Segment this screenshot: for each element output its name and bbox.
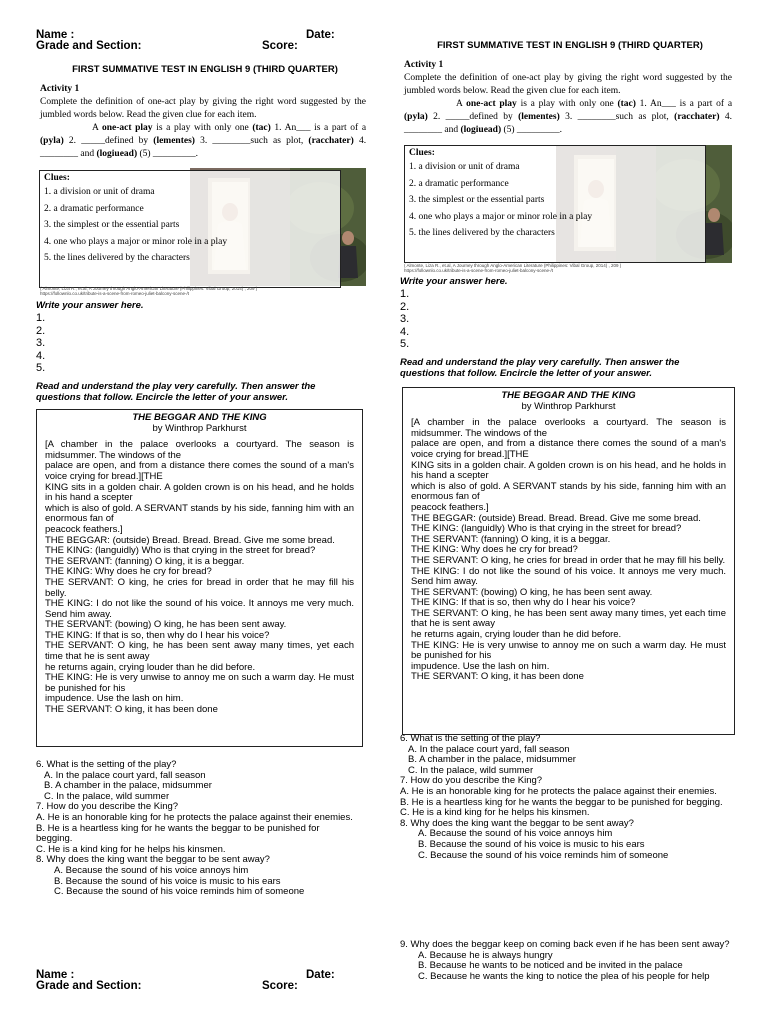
clues-box [39, 170, 341, 288]
clues-box-right [404, 145, 706, 263]
clue-item: 5. the lines delivered by the characters [44, 253, 190, 263]
activity-definition: A one-act play is a play with only one (tac) 1. An___ is a part of a (pyla) 2. _____defined by (lementes) 3. ________such as plot, (racchater) 4. ________ and (logiuead) (5) _________. [40, 123, 367, 159]
choice[interactable]: B. He is a heartless king for he wants the beggar to be punished for begging. [400, 796, 723, 808]
answer-number: 5. [400, 338, 410, 350]
choice[interactable]: C. He is a kind king for he helps his kinsmen. [36, 843, 226, 855]
answer-number: 1. [36, 312, 46, 324]
activity-definition: A one-act play is a play with only one (tac) 1. An___ is a part of a (pyla) 2. _____defined by (lementes) 3. ________such as plot, (racchater) 4. ________ and (logiuead) (5) _________. [404, 99, 733, 135]
footer-date-label: Date: [306, 969, 335, 981]
clue-item: 1. a division or unit of drama [44, 187, 155, 197]
choice[interactable]: A. He is an honorable king for he protects the palace against their enemies. [36, 811, 353, 823]
image-caption: ( Almonte, Liza R., et.al, A Journey through Anglo-American Literature (Philippines: Vibal Group, 2014) , 209 ) https://follownlo.co.uk/tribute-is-a-scene-from-romeo-juliet-balcony-scene-/t [40, 286, 258, 296]
choice[interactable]: B. Because the sound of his voice is music to his ears [418, 838, 645, 850]
play-author: by Winthrop Parkhurst [521, 400, 616, 412]
answer-number: 5. [36, 362, 46, 374]
play-text [411, 418, 726, 683]
test-title-right: FIRST SUMMATIVE TEST IN ENGLISH 9 (THIRD QUARTER) [437, 40, 703, 51]
choice[interactable]: A. He is an honorable king for he protects the palace against their enemies. [400, 785, 717, 797]
date-label: Date: [306, 29, 335, 41]
test-title: FIRST SUMMATIVE TEST IN ENGLISH 9 (THIRD QUARTER) [72, 64, 338, 75]
activity-instruction: Complete the definition of one-act play by giving the right word suggested by the jumbled words below. Read the given clue for each item. [40, 97, 366, 120]
clue-item: 2. a dramatic performance [409, 178, 509, 189]
play-line: peacock feathers.] [45, 523, 123, 535]
play-line: he returns again, crying louder than he did before. [411, 629, 622, 641]
choice[interactable]: C. In the palace, wild summer [408, 764, 534, 776]
play-line: THE KING: He is very unwise to annoy me on such a warm day. He must be punished for his [411, 639, 726, 662]
play-line: THE SERVANT: O king, he cries for bread in order that he may fill his belly. [45, 576, 354, 599]
choice[interactable]: B. He is a heartless king for he wants the beggar to be punished for begging. [36, 822, 320, 845]
choice[interactable]: A. In the palace court yard, fall season [44, 769, 206, 781]
play-line: THE KING: I do not like the sound of his voice. It annoys me very much. Send him away. [45, 598, 354, 620]
score-label: Score: [262, 40, 298, 52]
question: 9. Why does the beggar keep on coming back even if he has been sent away? [400, 939, 730, 950]
choice[interactable]: C. In the palace, wild summer [44, 790, 170, 802]
clue-item: 5. the lines delivered by the characters [409, 228, 555, 238]
name-label: Name : [36, 29, 75, 41]
answer-number: 2. [36, 324, 46, 337]
clue-item: 3. the simplest or the essential parts [44, 220, 180, 230]
choice[interactable]: A. Because the sound of his voice annoys him [54, 864, 249, 876]
play-line: THE SERVANT: (fanning) O king, it is a beggar. [411, 533, 611, 545]
play-line: THE KING: If that is so, then why do I hear his voice? [411, 597, 636, 609]
play-line: THE SERVANT: O king, he cries for bread in order that he may fill his belly. [411, 554, 726, 566]
clue-item: 3. the simplest or the essential parts [409, 195, 545, 205]
play-line: THE SERVANT: O king, it has been done [45, 704, 218, 716]
choice[interactable]: A. Because the sound of his voice annoys him [418, 828, 613, 840]
activity-block-right [404, 59, 732, 137]
play-line: impudence. Use the lash on him. [45, 693, 184, 705]
choice[interactable]: B. A chamber in the palace, midsummer [44, 780, 212, 792]
answer-lines [36, 312, 45, 375]
choice[interactable]: C. Because he wants the king to notice the plea of his people for help [418, 970, 710, 982]
play-line: THE KING: (languidly) Who is that crying in the street for bread? [45, 545, 316, 557]
question: 6. What is the setting of the play? [36, 759, 177, 770]
play-line: which is also of gold. A SERVANT stands by his side, fanning him with an enormous fan of [411, 480, 726, 503]
play-line: [A chamber in the palace overlooks a courtyard. The season is midsummer. The windows of the [45, 439, 354, 461]
clue-item: 4. one who plays a major or minor role in a play [44, 236, 228, 247]
play-line: THE KING: If that is so, then why do I hear his voice? [45, 629, 270, 641]
answer-number: 4. [400, 325, 410, 338]
question-9-block [400, 940, 740, 982]
clues-title: Clues: [409, 148, 435, 158]
play-box-right [402, 387, 735, 735]
play-line: THE SERVANT: O king, he has been sent away many times, yet each time that he is sent away [45, 640, 354, 663]
question: 7. How do you describe the King? [400, 775, 543, 787]
activity-block [40, 83, 366, 161]
question: 8. Why does the king want the beggar to be sent away? [400, 817, 634, 829]
answer-number: 1. [400, 288, 410, 300]
play-line: THE KING: I do not like the sound of his voice. It annoys me very much. Send him away. [411, 565, 726, 588]
play-line: THE BEGGAR: (outside) Bread. Bread. Bread. Give me some bread. [45, 534, 335, 546]
play-line: THE BEGGAR: (outside) Bread. Bread. Bread. Give me some bread. [411, 512, 701, 524]
question: 7. How do you describe the King? [36, 801, 179, 813]
footer-score-label: Score: [262, 980, 298, 992]
play-line: THE KING: He is very unwise to annoy me on such a warm day. He must be punished for his [45, 672, 354, 694]
play-line: THE KING: (languidly) Who is that crying in the street for bread? [411, 523, 682, 535]
activity-instruction: Complete the definition of one-act play by giving the right word suggested by the jumbled words below. Read the given clue for each item. [404, 73, 732, 96]
play-line: THE SERVANT: (bowing) O king, he has been sent away. [411, 586, 653, 598]
footer-name-label: Name : [36, 969, 75, 981]
clue-item: 1. a division or unit of drama [409, 162, 520, 172]
activity-heading: Activity 1 [40, 84, 80, 94]
play-line: THE KING: Why does he cry for bread? [45, 566, 212, 578]
play-line: KING sits in a golden chair. A golden crown is on his head, and he holds in his hand a scepter [45, 481, 354, 504]
clues-title: Clues: [44, 173, 70, 183]
choice[interactable]: B. Because he wants to be noticed and be invited in the palace [418, 960, 683, 972]
play-line: he returns again, crying louder than he did before. [45, 661, 256, 673]
answer-number: 2. [400, 300, 410, 313]
play-line: THE SERVANT: (fanning) O king, it is a beggar. [45, 555, 245, 567]
answer-lines-right [400, 288, 409, 351]
write-answer-label-right: Write your answer here. [400, 276, 508, 287]
footer-grade-section-label: Grade and Section: [36, 980, 142, 992]
choice[interactable]: A. In the palace court yard, fall season [408, 743, 570, 755]
clue-item: 4. one who plays a major or minor role in a play [409, 211, 593, 222]
write-answer-label: Write your answer here. [36, 300, 144, 311]
grade-section-label: Grade and Section: [36, 40, 142, 52]
questions-block-right [400, 734, 735, 861]
play-text [45, 440, 354, 715]
activity-heading: Activity 1 [404, 60, 444, 70]
play-line: [A chamber in the palace overlooks a courtyard. The season is midsummer. The windows of the [411, 417, 726, 439]
reading-instructions-right: Read and understand the play very carefully. Then answer the questions that follow. Encircle the letter of your answer. [400, 357, 680, 379]
play-box [36, 409, 363, 747]
play-author: by Winthrop Parkhurst [152, 422, 247, 434]
answer-number: 3. [36, 337, 46, 349]
play-line: KING sits in a golden chair. A golden crown is on his head, and he holds in his hand a scepter [411, 459, 726, 482]
play-line: THE SERVANT: O king, it has been done [411, 671, 584, 683]
play-line: palace are open, and from a distance there comes the sound of a man's voice crying for bread.][THE [45, 460, 354, 482]
play-line: THE SERVANT: (bowing) O king, he has been sent away. [45, 619, 287, 631]
choice[interactable]: C. He is a kind king for he helps his kinsmen. [400, 807, 590, 819]
play-line: palace are open, and from a distance there comes the sound of a man's voice crying for bread.][THE [411, 438, 726, 460]
play-line: THE KING: Why does he cry for bread? [411, 544, 578, 556]
question: 6. What is the setting of the play? [400, 733, 541, 744]
questions-block [36, 760, 356, 898]
play-line: THE SERVANT: O king, he has been sent away many times, yet each time that he is sent away [411, 607, 726, 630]
play-line: which is also of gold. A SERVANT stands by his side, fanning him with an enormous fan of [45, 502, 354, 525]
choice[interactable]: C. Because the sound of his voice reminds him of someone [54, 886, 305, 898]
play-title: THE BEGGAR AND THE KING [132, 412, 267, 423]
choice[interactable]: A. Because he is always hungry [418, 949, 553, 961]
answer-number: 3. [400, 313, 410, 325]
choice[interactable]: C. Because the sound of his voice reminds him of someone [418, 849, 669, 861]
choice[interactable]: B. A chamber in the palace, midsummer [408, 754, 576, 766]
play-title: THE BEGGAR AND THE KING [501, 390, 636, 401]
clue-item: 2. a dramatic performance [44, 203, 144, 214]
question: 8. Why does the king want the beggar to be sent away? [36, 854, 270, 866]
image-caption-right: ( Almonte, Liza R., et.al, A Journey through Anglo-American Literature (Philippines: Vibal Group, 2014) , 209 ) https://follownlo.co.uk/tribute-is-a-scene-from-romeo-juliet-balcony-scene-/t [404, 263, 622, 273]
reading-instructions: Read and understand the play very carefully. Then answer the questions that follow. Encircle the letter of your answer. [36, 381, 316, 403]
play-line: peacock feathers.] [411, 501, 489, 513]
answer-number: 4. [36, 349, 46, 362]
play-line: impudence. Use the lash on him. [411, 660, 550, 672]
choice[interactable]: B. Because the sound of his voice is music to his ears [54, 875, 281, 887]
